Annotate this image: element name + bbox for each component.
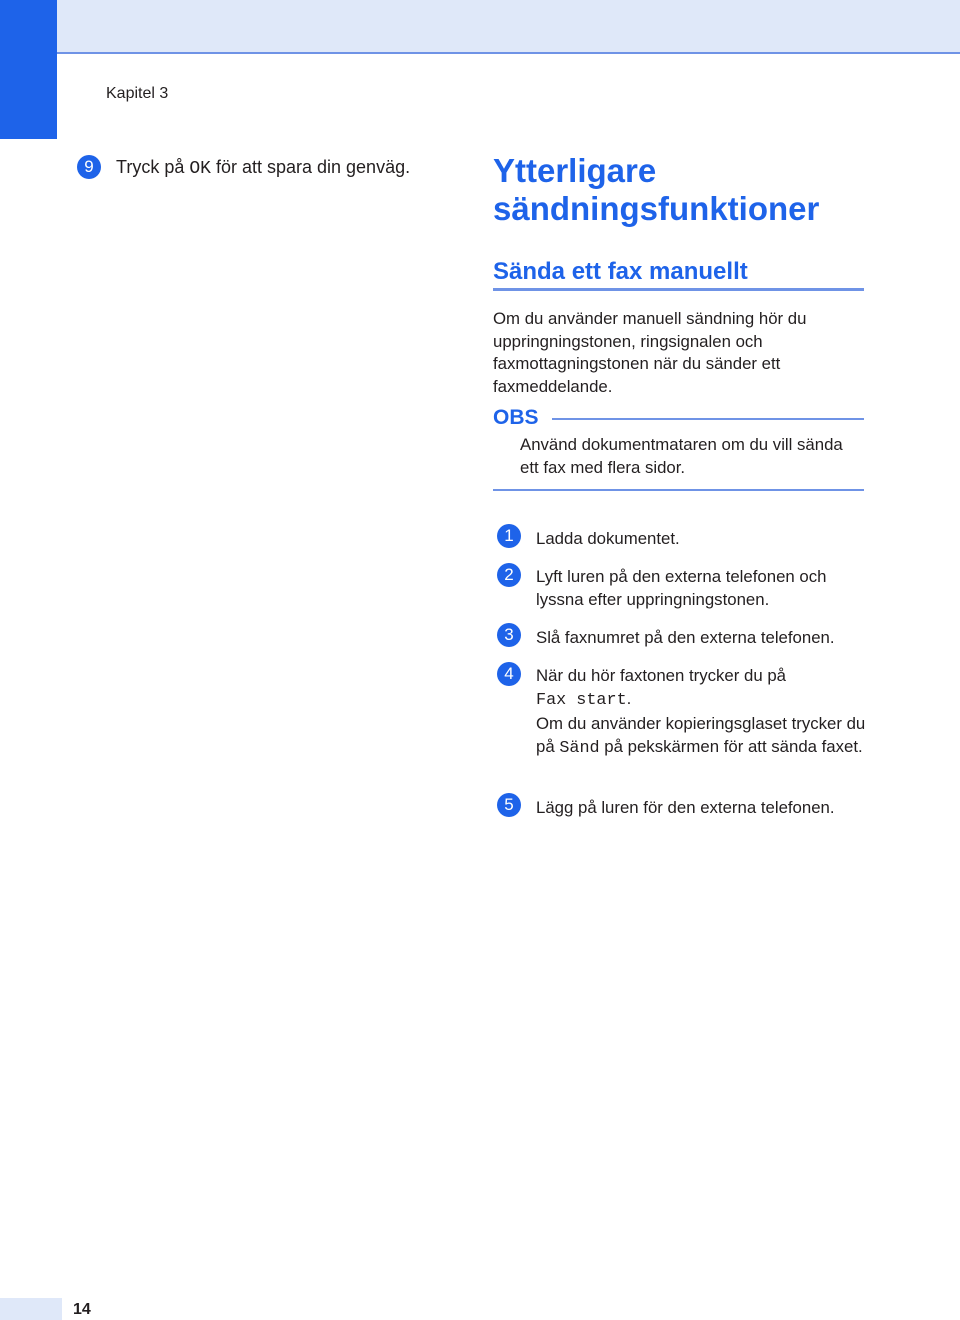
note-text: Använd dokumentmataren om du vill sända ett fax med flera sidor. (520, 435, 843, 477)
step-text: Lyft luren på den externa telefonen och lyssna efter uppringningstonen. (536, 567, 827, 609)
step-text: Lägg på luren för den externa telefonen. (536, 798, 835, 817)
step-number-badge: 3 (497, 623, 521, 647)
left-step-text: Tryck på OK för att spara din genväg. (116, 157, 411, 179)
page-number: 14 (73, 1301, 91, 1318)
intro-paragraph: Om du använder manuell sändning hör du uppringningstonen, ringsignalen och faxmottagningstonen när du sänder ett faxmeddelande. (493, 309, 807, 396)
note-rule-bottom (493, 489, 864, 491)
subsection-rule (493, 288, 864, 291)
step-number-badge: 9 (77, 155, 101, 179)
note-label: OBS (493, 406, 539, 429)
step-text: Ladda dokumentet. (536, 529, 680, 548)
step-number-badge: 2 (497, 563, 521, 587)
sand-key: Sänd (559, 739, 600, 758)
note-rule-top (552, 418, 864, 420)
chapter-label: Kapitel 3 (106, 85, 169, 102)
step-number-badge: 1 (497, 524, 521, 548)
header-band (0, 0, 960, 54)
subsection-title: Sända ett fax manuellt (493, 258, 748, 285)
step-text: Slå faxnumret på den externa telefonen. (536, 628, 835, 647)
step-text: När du hör faxtonen trycker du på Fax start. Om du använder kopieringsglaset trycker du på Sänd på pekskärmen för att sända faxet. (536, 666, 866, 758)
section-title: Ytterligare sändningsfunktioner (493, 152, 820, 227)
footer-bar (0, 1298, 62, 1320)
step-number-badge: 5 (497, 793, 521, 817)
step-number-badge: 4 (497, 662, 521, 686)
fax-start-key: Fax start (536, 691, 627, 710)
chapter-tab (0, 0, 57, 139)
ok-key: OK (189, 159, 211, 179)
